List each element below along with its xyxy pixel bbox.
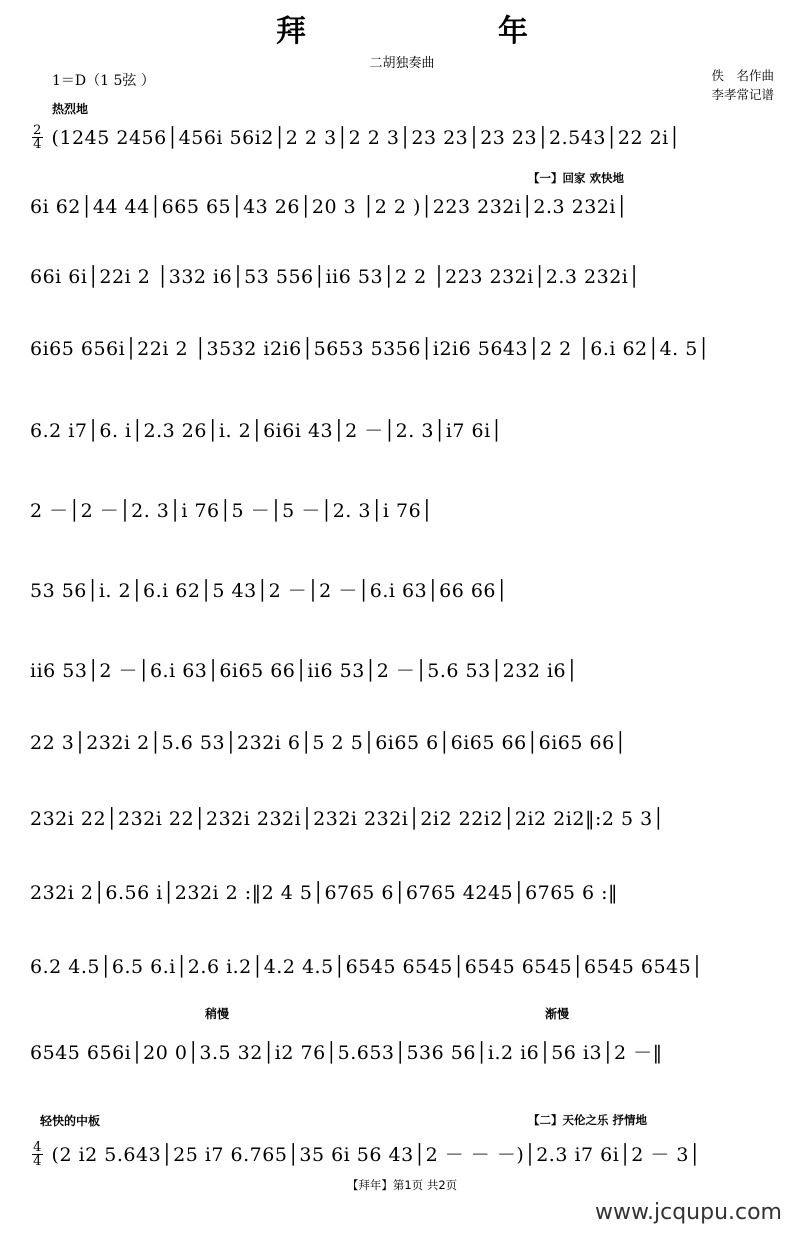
section-mark-one: 【一】回家 欢快地: [528, 171, 625, 185]
key-signature: 1＝D（1 5弦 ）: [52, 73, 155, 89]
music-notation-line: 6.2 i7│6. i│2.3 26│i. 2│6i6i 43│2 －│2. 3│i7 6i│: [30, 420, 503, 442]
tempo-mark-intro: 热烈地: [52, 102, 89, 116]
music-row: [0, 1024, 804, 1080]
music-row: [0, 718, 804, 774]
watermark-url: www.jcqupu.com: [595, 1200, 782, 1225]
music-row: [0, 562, 804, 618]
music-notation-line: 2 －│2 －│2. 3│i 76│5 －│5 －│2. 3│i 76│: [30, 500, 434, 522]
music-notation-line: 6545 656i│20 0│3.5 32│i2 76│5.653│536 56│i.2 i6│56 i3│2 －‖: [30, 1042, 663, 1064]
music-notation-line: 6.2 4.5│6.5 6.i│2.6 i.2│4.2 4.5│6545 6545│6545 6545│6545 6545│: [30, 956, 704, 978]
music-row: [0, 402, 804, 458]
music-row: [0, 324, 804, 380]
music-row: [0, 642, 804, 698]
music-row: [0, 112, 804, 168]
tempo-mark-gradually-slower: 渐慢: [545, 1007, 570, 1021]
time-signature-two-four: $\frac{2}{4}$: [33, 123, 42, 152]
page-title: 拜 年: [276, 14, 572, 49]
music-row: [0, 942, 804, 998]
music-row: [0, 182, 804, 238]
music-notation-line: 232i 22│232i 22│232i 232i│232i 232i│2i2 22i2│2i2 2i2‖:2 5 3│: [30, 808, 665, 830]
music-notation-line: 6i65 656i│22i 2 │3532 i2i6│5653 5356│i2i6 5643│2 2 │6.i 62│4. 5│: [30, 338, 710, 360]
tempo-mark-slower: 稍慢: [205, 1007, 230, 1021]
music-notation-line: 6i 62│44 44│665 65│43 26│20 3 │2 2 )│223 232i│2.3 232i│: [30, 196, 628, 218]
music-row: [0, 868, 804, 924]
subtitle: 二胡独奏曲: [369, 56, 435, 71]
music-row: [0, 482, 804, 538]
music-row: [0, 252, 804, 308]
music-notation-line: (2 i2 5.643│25 i7 6.765│35 6i 56 43│2 － － －)│2.3 i7 6i│2 － 3│: [51, 1144, 701, 1166]
music-row: [0, 1126, 804, 1182]
section-mark-two: 【二】天伦之乐 抒情地: [528, 1113, 648, 1127]
tempo-mark-moderato: 轻快的中板: [40, 1114, 101, 1128]
page-footer: 【拜年】第1页 共2页: [346, 1178, 458, 1192]
music-notation-line: 232i 2│6.56 i│232i 2 :‖2 4 5│6765 6│6765 4245│6765 6 :‖: [30, 882, 618, 904]
music-notation-line: 22 3│232i 2│5.6 53│232i 6│5 2 5│6i65 6│6i65 66│6i65 66│: [30, 732, 627, 754]
music-notation-line: ii6 53│2 －│6.i 63│6i65 66│ii6 53│2 －│5.6 53│232 i6│: [30, 660, 579, 682]
transcriber-line: 李孝常记谱: [711, 87, 774, 102]
music-notation-line: 53 56│i. 2│6.i 62│5 43│2 －│2 －│6.i 63│66 66│: [30, 580, 508, 602]
music-notation-line: (1245 2456│456i 56i2│2 2 3│2 2 3│23 23│23 23│2.543│22 2i│: [51, 127, 681, 149]
music-notation-line: 66i 6i│22i 2 │332 i6│53 556│ii6 53│2 2 │223 232i│2.3 232i│: [30, 266, 641, 288]
music-row: [0, 794, 804, 850]
composer-line: 佚 名作曲: [711, 68, 774, 83]
credits: [711, 66, 774, 104]
time-signature-four-four: $\frac{4}{4}$: [33, 1140, 42, 1169]
